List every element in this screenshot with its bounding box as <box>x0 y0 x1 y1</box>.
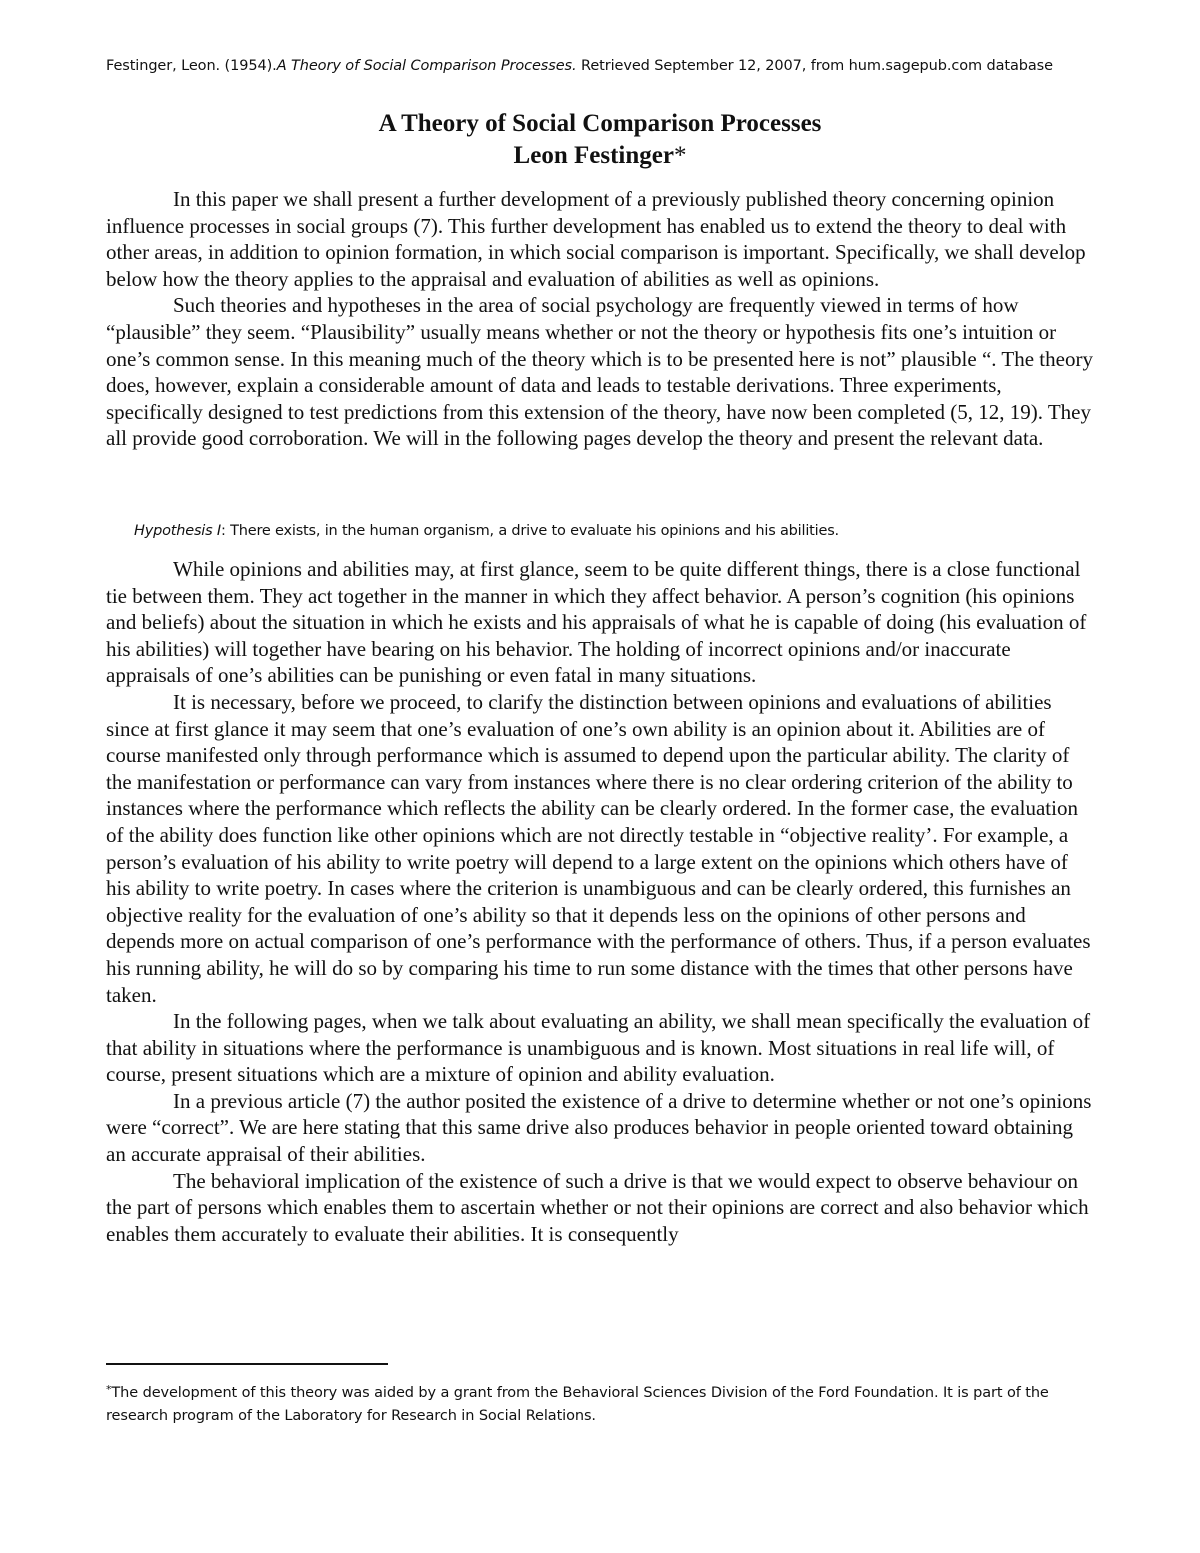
paragraph: The behavioral implication of the existence of such a drive is that we would expect to observe behaviour on the part of persons which enables them to ascertain whether or not their opinions are correct and also behavior which enables them accurately to evaluate their abilities. It is consequently <box>106 1168 1089 1246</box>
hypothesis-label: Hypothesis I <box>134 523 221 539</box>
hypothesis-separator: : <box>220 523 226 539</box>
title-block <box>0 108 1200 172</box>
citation-suffix: Retrieved September 12, 2007, from hum.sagepub.com database <box>576 58 1053 74</box>
author-line <box>0 140 1200 172</box>
paragraph: While opinions and abilities may, at first glance, seem to be quite different things, there is a close functional tie between them. They act together in the manner in which they affect behavior. A person’s cognition (his opinions and beliefs) about the situation in which he exists and his appraisals of what he is capable of doing (his evaluation of his abilities) will together have bearing on his behavior. The holding of incorrect opinions and/or inaccurate appraisals of one’s abilities can be punishing or even fatal in many situations. <box>106 557 1087 688</box>
footnote-text: The development of this theory was aided by a grant from the Behavioral Sciences Division of the Ford Foundation. It is part of the research program of the Laboratory for Research in Social Relations. <box>106 1385 1049 1424</box>
citation-prefix: Festinger, Leon. (1954). <box>106 58 277 74</box>
hypothesis-text: There exists, in the human organism, a drive to evaluate his opinions and his abilities. <box>225 523 839 539</box>
paragraph: In the following pages, when we talk about evaluating an ability, we shall mean specifically the evaluation of that ability in situations where the performance is unambiguous and is known. Most situations in real life will, of course, present situations which are a mixture of opinion and ability evaluation. <box>106 1009 1091 1087</box>
paragraph: It is necessary, before we proceed, to clarify the distinction between opinions and evaluations of abilities since at first glance it may seem that one’s evaluation of one’s own ability is an opinion about it. Abilities are of course manifested only through performance which is assumed to depend upon the particular ability. The clarity of the manifestation or performance can vary from instances where there is no clear ordering criterion of the ability to instances where the performance which reflects the ability can be clearly ordered. In the former case, the evaluation of the ability does function like other opinions which are not directly testable in “objective reality’. For example, a person’s evaluation of his ability to write poetry will depend to a large extent on the opinions which others have of his ability to write poetry. In cases where the criterion is unambiguous and can be clearly ordered, this furnishes an objective reality for the evaluation of one’s ability so that it depends less on the opinions of other persons and depends more on actual comparison of one’s performance with the performance of others. Thus, if a person evaluates his running ability, he will do so by comparing his time to run some distance with the times that other persons have taken. <box>106 689 1091 1007</box>
main-section <box>106 556 1096 1247</box>
footnote-mark: * <box>106 1383 112 1396</box>
hypothesis-statement <box>134 521 1134 541</box>
paragraph: In this paper we shall present a further development of a previously published theory concerning opinion influence processes in social groups (7). This further development has enabled us to extend the theory to deal with other areas, in addition to opinion formation, in which social comparison is important. Specifically, we shall develop below how the theory applies to the appraisal and evaluation of abilities as well as opinions. <box>106 187 1086 291</box>
citation-header <box>106 56 1106 76</box>
author-footnote-mark: * <box>673 142 687 169</box>
author-name: Leon Festinger <box>513 142 674 169</box>
intro-section <box>106 186 1096 452</box>
page-title: A Theory of Social Comparison Processes <box>378 110 822 137</box>
footnote-divider <box>106 1363 388 1365</box>
paragraph: Such theories and hypotheses in the area of social psychology are frequently viewed in terms of how “plausible” they seem. “Plausibility” usually means whether or not the theory or hypothesis fits one’s intuition or one’s common sense. In this meaning much of the theory which is to be presented here is not” plausible “. The theory does, however, explain a considerable amount of data and leads to testable derivations. Three experiments, specifically designed to test predictions from this extension of the theory, have now been completed (5, 12, 19). They all provide good corroboration. We will in the following pages develop the theory and present the relevant data. <box>106 293 1093 451</box>
citation-title: A Theory of Social Comparison Processes. <box>276 58 577 74</box>
footnote <box>106 1378 1106 1428</box>
paragraph: In a previous article (7) the author posited the existence of a drive to determine whether or not one’s opinions were “correct”. We are here stating that this same drive also produces behavior in people oriented toward obtaining an accurate appraisal of their abilities. <box>106 1088 1092 1167</box>
